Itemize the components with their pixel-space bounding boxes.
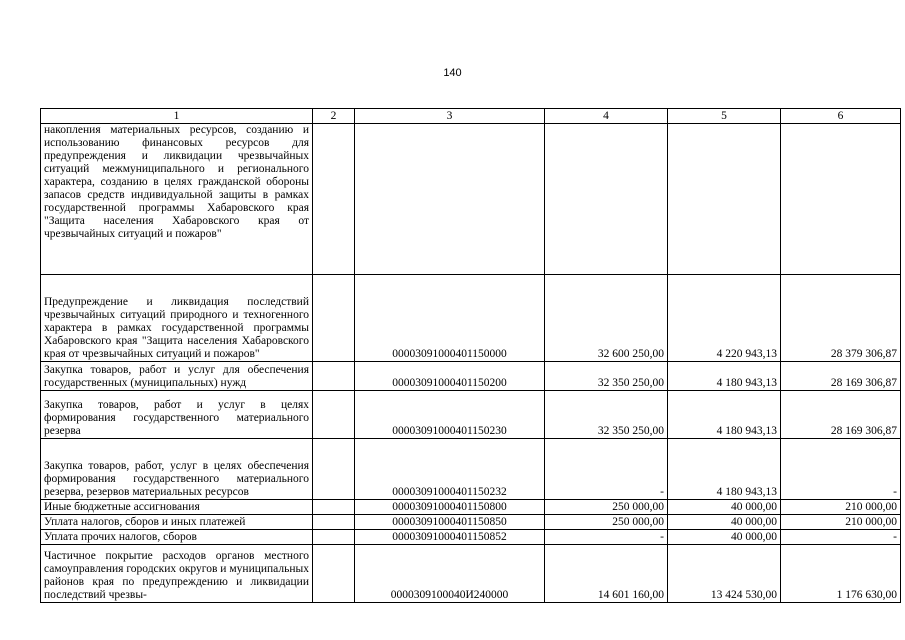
row-col2 (313, 515, 355, 530)
row-amount-col5: 13 424 530,00 (668, 545, 781, 603)
budget-table (40, 108, 901, 603)
row-amount-col5: 40 000,00 (668, 515, 781, 530)
row-description: Уплата прочих налогов, сборов (41, 530, 313, 545)
row-col2 (313, 124, 355, 275)
row-amount-col4: 32 600 250,00 (545, 275, 668, 362)
row-description: Предупреждение и ликвидация последствий чрезвычайных ситуаций природного и техногенного характера в рамках государственной программы Хабаровского края "Защита населения Хабаровского края от чрезвычайных ситуаций и пожаров" (41, 275, 313, 362)
table-header-row (41, 109, 901, 124)
row-amount-col4: - (545, 530, 668, 545)
row-amount-col5 (668, 124, 781, 275)
row-code: 00003091000401150852 (355, 530, 545, 545)
row-amount-col4: 32 350 250,00 (545, 362, 668, 391)
row-amount-col6: 28 379 306,87 (781, 275, 901, 362)
table-row (41, 515, 901, 530)
row-description: Закупка товаров, работ, услуг в целях обеспечения формирования государственного материального резерва, резервов материальных ресурсов (41, 439, 313, 500)
row-amount-col6: 28 169 306,87 (781, 362, 901, 391)
page-number: 140 (443, 67, 462, 79)
table-row (41, 124, 901, 275)
row-col2 (313, 439, 355, 500)
row-amount-col5: 4 180 943,13 (668, 362, 781, 391)
row-amount-col6: 1 176 630,00 (781, 545, 901, 603)
column-header: 5 (668, 109, 781, 124)
row-code (355, 124, 545, 275)
row-amount-col4: - (545, 439, 668, 500)
row-amount-col4: 250 000,00 (545, 500, 668, 515)
row-code: 00003091000401150232 (355, 439, 545, 500)
column-header: 2 (313, 109, 355, 124)
row-amount-col4 (545, 124, 668, 275)
column-header: 4 (545, 109, 668, 124)
row-amount-col6: 210 000,00 (781, 500, 901, 515)
row-description: Закупка товаров, работ и услуг для обеспечения государственных (муниципальных) нужд (41, 362, 313, 391)
row-col2 (313, 545, 355, 603)
table-row (41, 362, 901, 391)
row-description: Частичное покрытие расходов органов местного самоуправления городских округов и муниципальных районов края по предупреждению и ликвидации последствий чрезвы- (41, 545, 313, 603)
table-row (41, 275, 901, 362)
row-description: Иные бюджетные ассигнования (41, 500, 313, 515)
row-amount-col5: 40 000,00 (668, 500, 781, 515)
row-amount-col4: 32 350 250,00 (545, 391, 668, 439)
row-code: 00003091000401150850 (355, 515, 545, 530)
row-col2 (313, 362, 355, 391)
row-code: 00003091000401150200 (355, 362, 545, 391)
row-amount-col6: - (781, 530, 901, 545)
row-code: 0000309100040И240000 (355, 545, 545, 603)
row-code: 00003091000401150230 (355, 391, 545, 439)
row-description: Закупка товаров, работ и услуг в целях формирования государственного материального резерва (41, 391, 313, 439)
row-col2 (313, 500, 355, 515)
row-code: 00003091000401150800 (355, 500, 545, 515)
row-description: Уплата налогов, сборов и иных платежей (41, 515, 313, 530)
table-row (41, 545, 901, 603)
row-amount-col5: 4 220 943,13 (668, 275, 781, 362)
column-header: 1 (41, 109, 313, 124)
row-amount-col4: 14 601 160,00 (545, 545, 668, 603)
row-col2 (313, 275, 355, 362)
row-description: накопления материальных ресурсов, созданию и использованию финансовых ресурсов для предупреждения и ликвидации чрезвычайных ситуаций межмуниципального и регионального характера, созданию в целях гражданской обороны запасов средств индивидуальной защиты в рамках государственной программы Хабаровского края "Защита населения Хабаровского края от чрезвычайных ситуаций и пожаров" (41, 124, 313, 275)
row-amount-col6: - (781, 439, 901, 500)
row-amount-col5: 4 180 943,13 (668, 391, 781, 439)
row-amount-col5: 4 180 943,13 (668, 439, 781, 500)
row-amount-col5: 40 000,00 (668, 530, 781, 545)
column-header: 6 (781, 109, 901, 124)
row-col2 (313, 530, 355, 545)
row-amount-col4: 250 000,00 (545, 515, 668, 530)
row-amount-col6 (781, 124, 901, 275)
table-row (41, 439, 901, 500)
row-amount-col6: 210 000,00 (781, 515, 901, 530)
table-row (41, 391, 901, 439)
row-code: 00003091000401150000 (355, 275, 545, 362)
row-amount-col6: 28 169 306,87 (781, 391, 901, 439)
table-row (41, 530, 901, 545)
row-col2 (313, 391, 355, 439)
table-row (41, 500, 901, 515)
column-header: 3 (355, 109, 545, 124)
